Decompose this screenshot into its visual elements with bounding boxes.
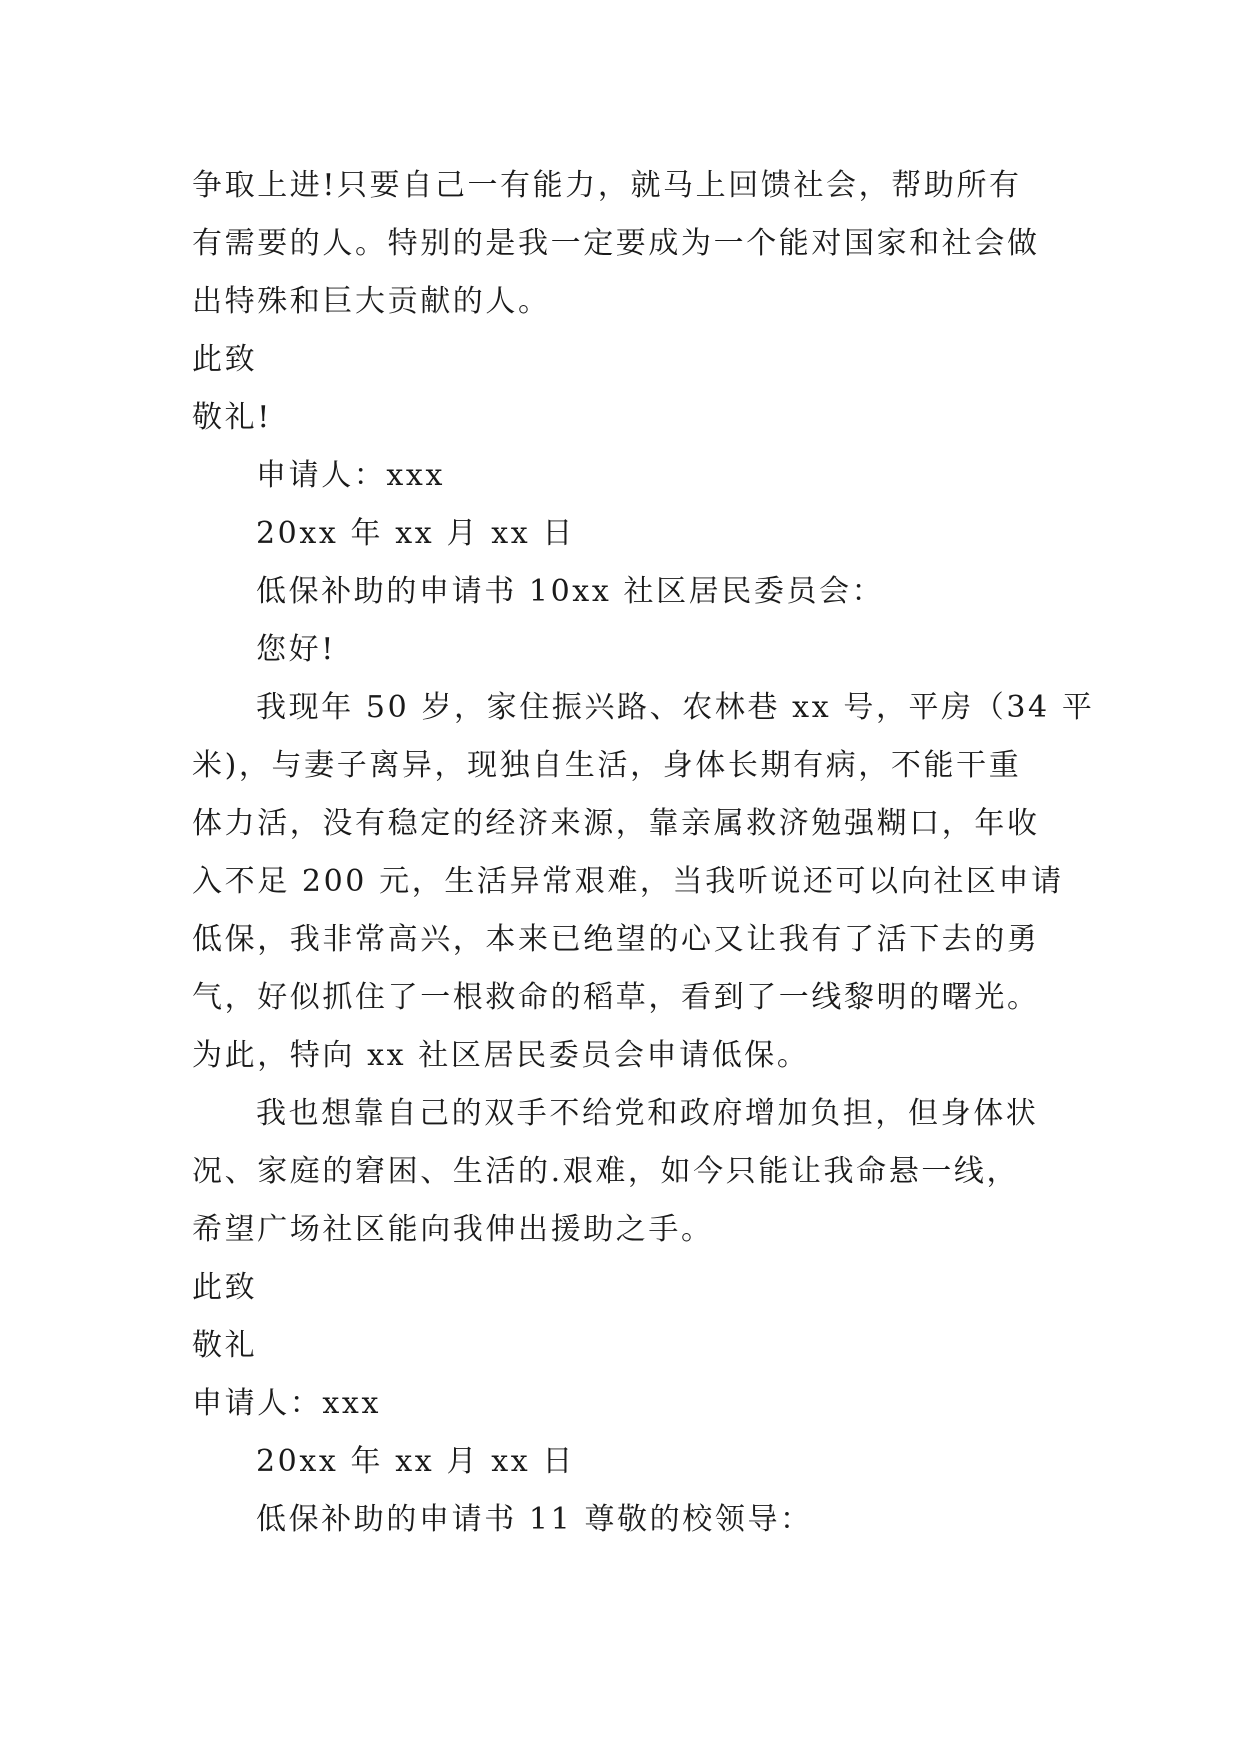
closing-line: 此致	[192, 1270, 258, 1305]
applicant-line: 申请人：xxx	[256, 458, 445, 493]
closing-line: 敬礼!	[192, 400, 272, 435]
paragraph-line: 为此，特向 xx 社区居民委员会申请低保。	[192, 1038, 810, 1073]
paragraph-line: 希望广场社区能向我伸出援助之手。	[192, 1212, 714, 1247]
paragraph-line: 入不足 200 元，生活异常艰难，当我听说还可以向社区申请	[192, 864, 1064, 899]
paragraph-line: 低保，我非常高兴，本来已绝望的心又让我有了活下去的勇	[192, 922, 1040, 957]
date-line: 20xx 年 xx 月 xx 日	[256, 516, 575, 551]
closing-line: 此致	[192, 342, 258, 377]
paragraph-line: 有需要的人。特别的是我一定要成为一个能对国家和社会做	[192, 226, 1040, 261]
date-line: 20xx 年 xx 月 xx 日	[256, 1444, 575, 1479]
heading-line: 低保补助的申请书 10xx 社区居民委员会：	[256, 574, 885, 609]
closing-line: 敬礼	[192, 1328, 258, 1363]
paragraph-line: 体力活，没有稳定的经济来源，靠亲属救济勉强糊口，年收	[192, 806, 1040, 841]
paragraph-line: 出特殊和巨大贡献的人。	[192, 284, 551, 319]
paragraph-line: 况、家庭的窘困、生活的.艰难，如今只能让我命悬一线，	[192, 1154, 1020, 1189]
paragraph-line: 我现年 50 岁，家住振兴路、农林巷 xx 号，平房（34 平	[256, 690, 1095, 725]
heading-line: 低保补助的申请书 11 尊敬的校领导：	[256, 1502, 813, 1537]
paragraph-line: 争取上进!只要自己一有能力，就马上回馈社会，帮助所有	[192, 168, 1022, 203]
paragraph-line: 米)，与妻子离异，现独自生活，身体长期有病，不能干重	[192, 748, 1022, 783]
paragraph-line: 气，好似抓住了一根救命的稻草，看到了一线黎明的曙光。	[192, 980, 1040, 1015]
greeting-line: 您好!	[256, 632, 336, 667]
paragraph-line: 我也想靠自己的双手不给党和政府增加负担，但身体状	[256, 1096, 1039, 1131]
applicant-line: 申请人：xxx	[192, 1386, 381, 1421]
